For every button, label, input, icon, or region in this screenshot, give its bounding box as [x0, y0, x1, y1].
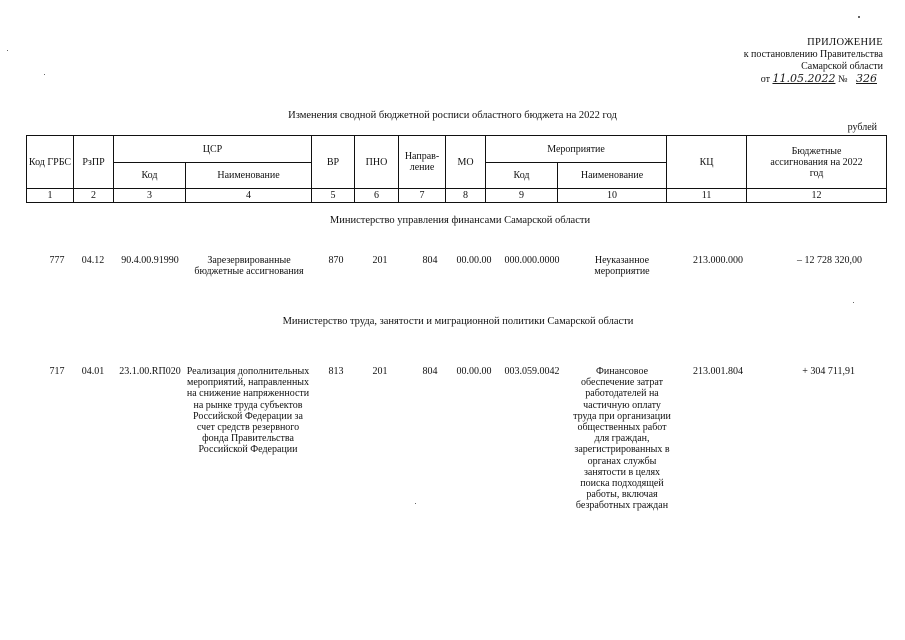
col-num: 3 [114, 189, 186, 203]
appendix-date-line [683, 73, 883, 86]
cell-meropr-name: Неуказанное мероприятие [594, 255, 650, 278]
from-label: от [760, 74, 770, 85]
col-num: 10 [558, 189, 667, 203]
appendix-header [683, 37, 883, 86]
appendix-line-3: Самарской области [801, 61, 883, 72]
col-kc: КЦ [667, 136, 747, 189]
col-num: 4 [186, 189, 312, 203]
cell-grbs: 777 [49, 255, 65, 266]
scan-speck [44, 74, 45, 75]
handwritten-number: 326 [856, 72, 877, 85]
cell-meropr-kod: 000.000.0000 [504, 255, 560, 266]
document-title: Изменения сводной бюджетной росписи областного бюджета на 2022 год [288, 110, 617, 121]
cell-meropr-name: Финансовое обеспечение затрат работодателей на частичную оплату труда при организации общественных работ для граждан, зарегистрированных в органах службы занятости в целях поиска подходящей работы, включая безработных граждан [573, 366, 671, 512]
col-pno: ПНО [355, 136, 399, 189]
cell-pno: 201 [372, 366, 388, 377]
handwritten-date: 11.05.2022 [772, 72, 836, 85]
col-meropr: Мероприятие [486, 136, 667, 163]
cell-meropr-kod: 003.059.0042 [504, 366, 560, 377]
col-num: 6 [355, 189, 399, 203]
col-meropr-kod: Код [486, 163, 558, 189]
cell-csr-kod: 90.4.00.91990 [121, 255, 179, 266]
col-csr: ЦСР [114, 136, 312, 163]
col-num: 5 [312, 189, 355, 203]
col-num: 8 [446, 189, 486, 203]
cell-grbs: 717 [49, 366, 65, 377]
cell-csr-kod: 23.1.00.RП020 [119, 366, 181, 377]
col-meropr-name: Наименование [558, 163, 667, 189]
col-num: 1 [27, 189, 74, 203]
scan-speck [858, 16, 860, 18]
units-label: рублей [847, 122, 877, 133]
ministry-heading: Министерство труда, занятости и миграционной политики Самарской области [282, 316, 634, 327]
scan-speck [7, 50, 8, 51]
cell-vr: 870 [328, 255, 344, 266]
col-num: 12 [747, 189, 887, 203]
cell-naprav: 804 [422, 255, 438, 266]
cell-rzpr: 04.01 [81, 366, 105, 377]
appendix-line-2: к постановлению Правительства [743, 49, 883, 60]
cell-vr: 813 [328, 366, 344, 377]
col-naprav: Направ- ление [399, 136, 446, 189]
col-num: 11 [667, 189, 747, 203]
cell-mo: 00.00.00 [456, 255, 492, 266]
number-label: № [837, 74, 848, 85]
cell-csr-name: Реализация дополнительных мероприятий, направленных на снижение напряженности на рынке труда субъектов Российской Федерации за счет средств резервного фонда Правительства Российской Федерации [186, 366, 310, 456]
cell-kc: 213.001.804 [693, 366, 743, 377]
col-mo: МО [446, 136, 486, 189]
scan-speck [415, 503, 416, 504]
header-table [26, 135, 887, 203]
cell-pno: 201 [372, 255, 388, 266]
col-num: 9 [486, 189, 558, 203]
col-vr: ВР [312, 136, 355, 189]
cell-kc: 213.000.000 [693, 255, 743, 266]
col-rzpr: РзПР [74, 136, 114, 189]
cell-rzpr: 04.12 [81, 255, 105, 266]
cell-mo: 00.00.00 [456, 366, 492, 377]
col-csr-kod: Код [114, 163, 186, 189]
ministry-heading: Министерство управления финансами Самарской области [329, 215, 591, 226]
cell-csr-name: Зарезервированные бюджетные ассигнования [194, 255, 304, 278]
col-num: 7 [399, 189, 446, 203]
cell-amount: + 304 711,91 [802, 366, 855, 377]
col-num: 2 [74, 189, 114, 203]
col-csr-name: Наименование [186, 163, 312, 189]
cell-naprav: 804 [422, 366, 438, 377]
scan-speck [853, 302, 854, 303]
col-kod-grbs: Код ГРБС [27, 136, 74, 189]
appendix-title: ПРИЛОЖЕНИЕ [807, 37, 883, 48]
cell-amount: – 12 728 320,00 [797, 255, 862, 266]
col-budget: Бюджетные ассигнования на 2022 год [747, 136, 887, 189]
